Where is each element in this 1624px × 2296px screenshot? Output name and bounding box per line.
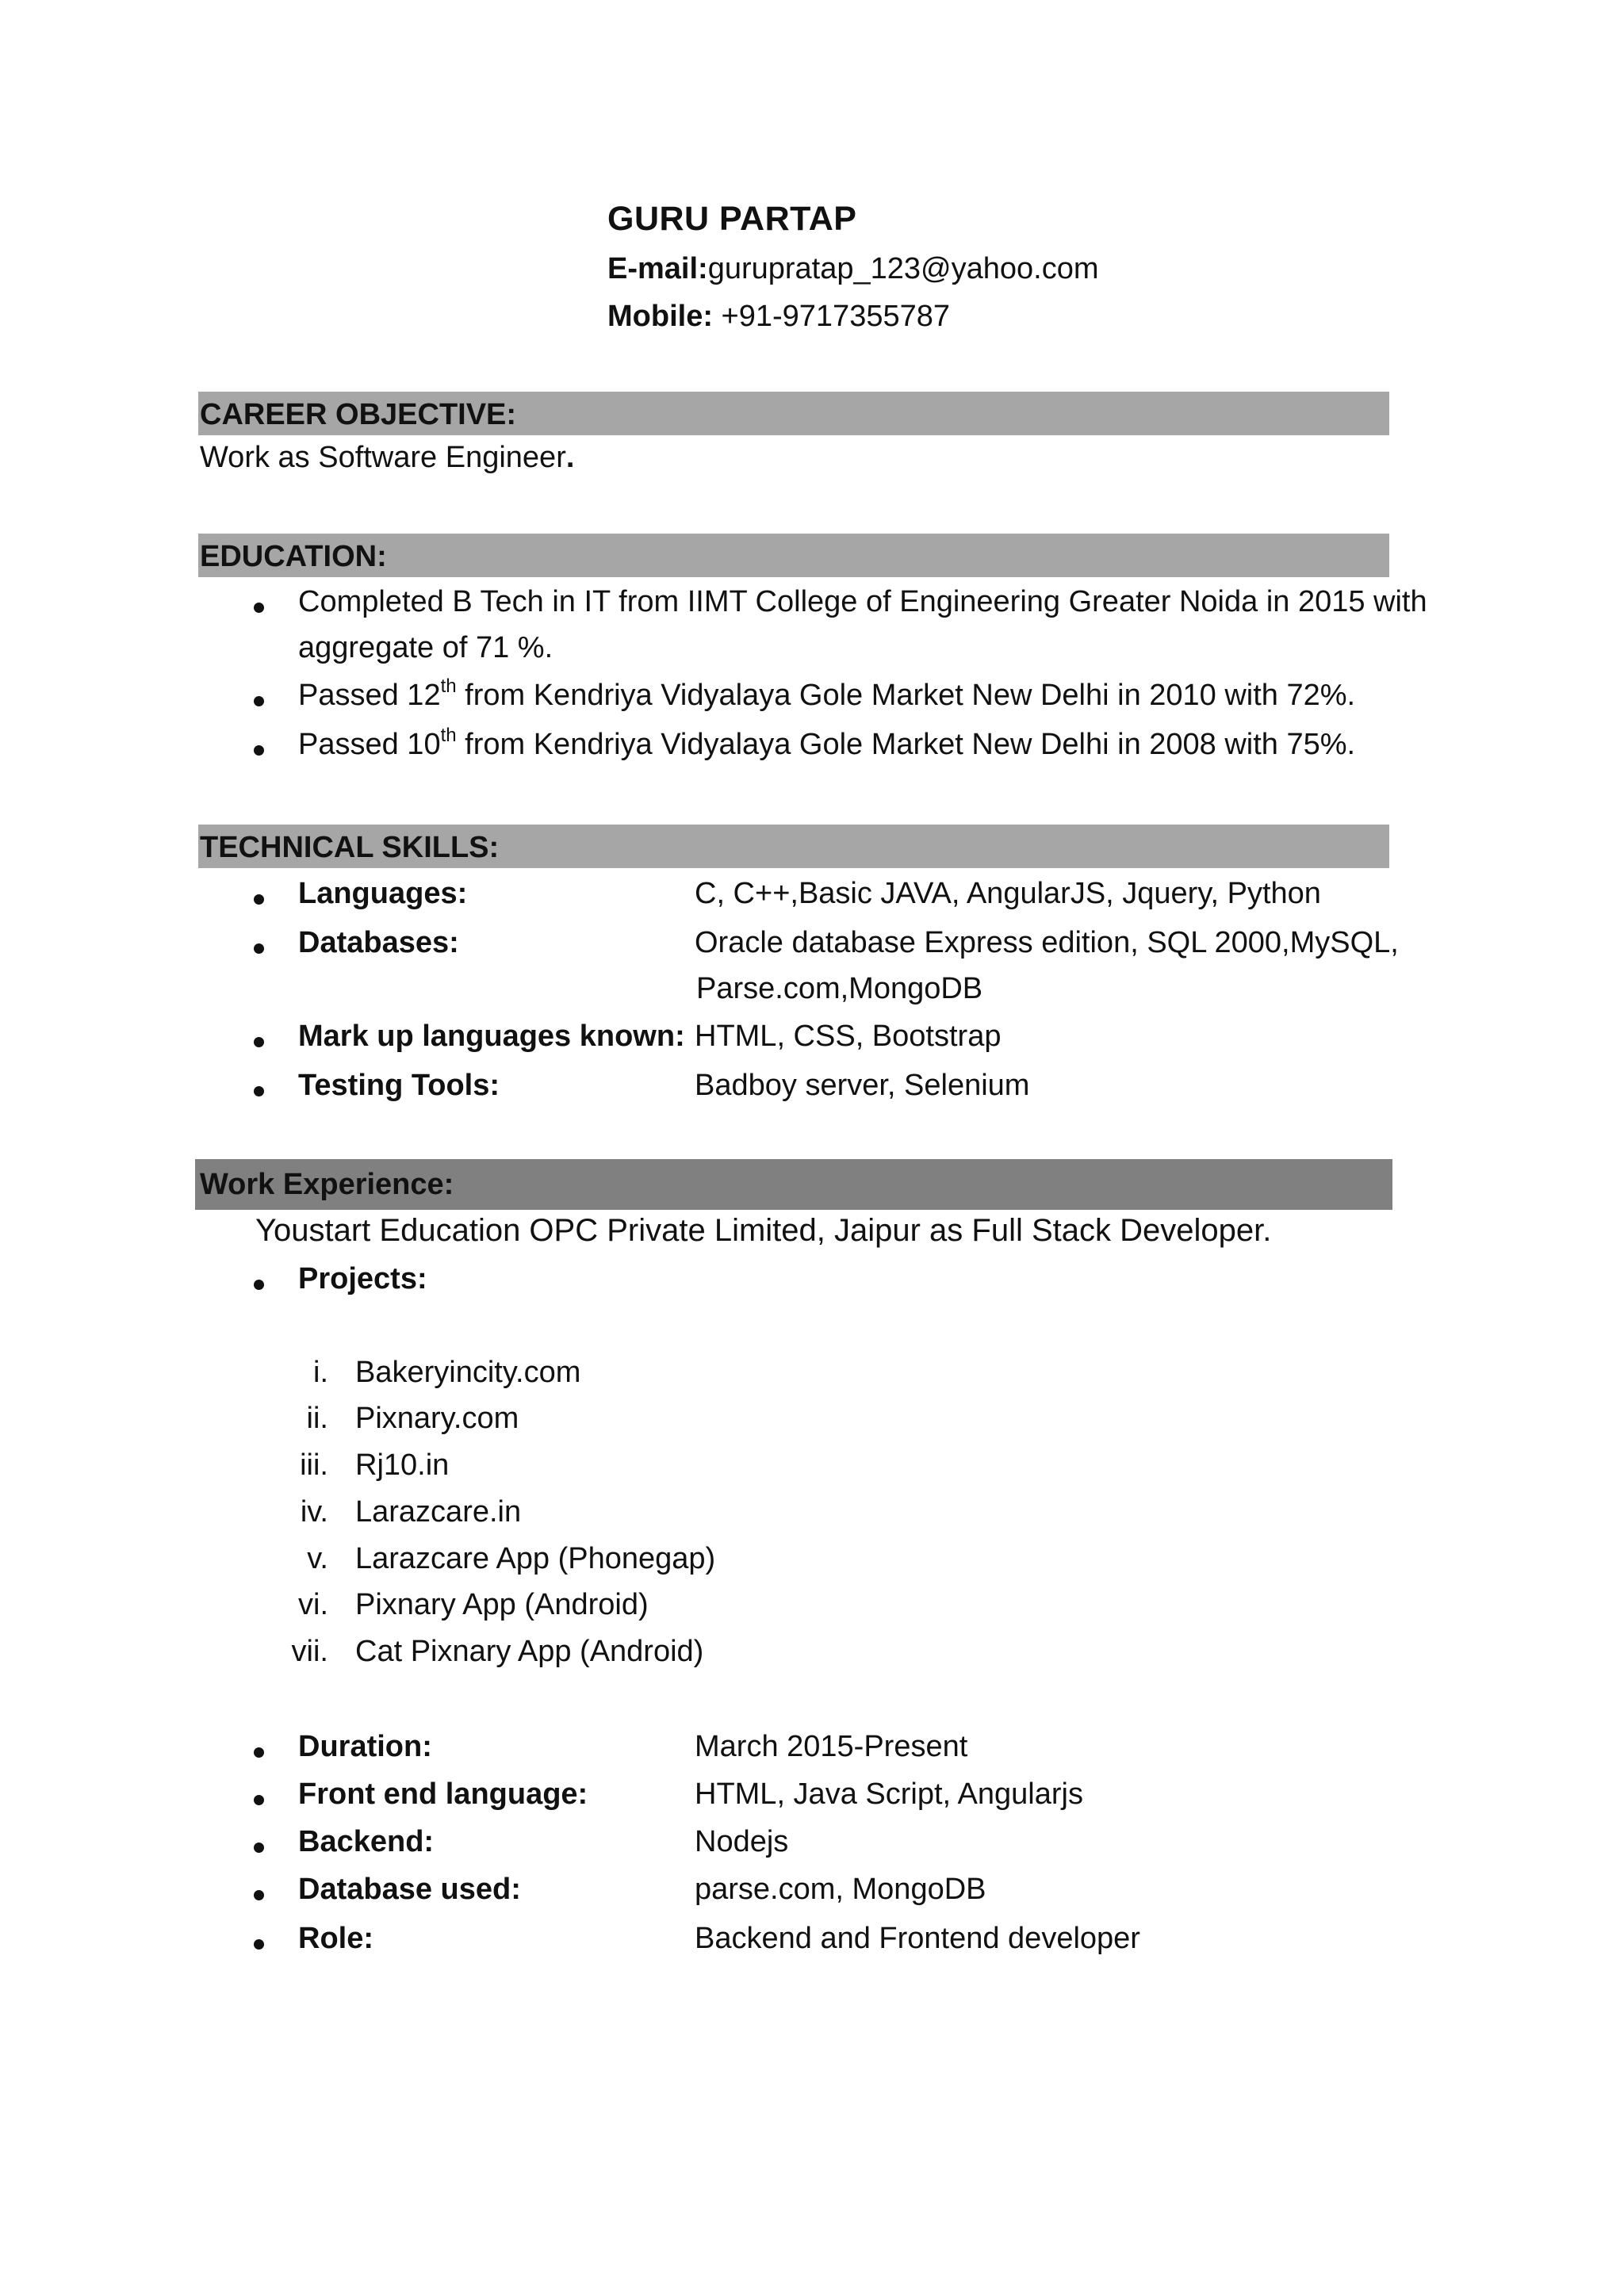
- education-item-12th: [298, 675, 1356, 713]
- project-number: ii.: [306, 1402, 328, 1435]
- skill-databases-value-line1: Oracle database Express edition, SQL 2000,MySQL,: [695, 926, 1399, 959]
- frontend-label: Front end language:: [298, 1777, 588, 1811]
- bullet-icon: [254, 894, 264, 905]
- education-10th-post: from Kendriya Vidyalaya Gole Market New Delhi in 2008 with 75%.: [456, 728, 1356, 761]
- bullet-icon: [254, 1843, 264, 1853]
- skill-markup-label: Mark up languages known:: [298, 1020, 685, 1053]
- project-number: i.: [313, 1356, 328, 1389]
- skill-testing-label: Testing Tools:: [298, 1069, 500, 1102]
- education-item-btech-line2: aggregate of 71 %.: [298, 631, 553, 664]
- project-number: vi.: [298, 1588, 328, 1621]
- education-item-10th: [298, 725, 1356, 762]
- project-number: vii.: [291, 1635, 328, 1668]
- career-objective-period: .: [565, 441, 575, 474]
- database-used-value: parse.com, MongoDB: [695, 1873, 986, 1906]
- project-number: iv.: [300, 1495, 328, 1529]
- project-name: Rj10.in: [355, 1448, 450, 1482]
- database-used-label: Database used:: [298, 1873, 521, 1906]
- bullet-icon: [254, 1086, 264, 1096]
- candidate-name: GURU PARTAP: [607, 200, 857, 238]
- bullet-icon: [254, 1280, 264, 1290]
- projects-label: Projects:: [298, 1262, 427, 1295]
- project-name: Larazcare App (Phonegap): [355, 1542, 716, 1575]
- technical-skills-heading: TECHNICAL SKILLS:: [198, 825, 1389, 868]
- skill-languages-label: Languages:: [298, 877, 468, 910]
- education-heading: EDUCATION:: [198, 534, 1389, 577]
- career-objective-heading: CAREER OBJECTIVE:: [198, 392, 1389, 435]
- mobile-label: Mobile:: [607, 300, 713, 333]
- career-objective-text: [200, 441, 574, 475]
- career-objective-sentence: Work as Software Engineer: [200, 441, 566, 474]
- education-item-btech-line1: Completed B Tech in IT from IIMT College of Engineering Greater Noida in 2015 with: [298, 585, 1427, 618]
- skill-databases-label: Databases:: [298, 926, 459, 959]
- role-label: Role:: [298, 1922, 373, 1955]
- mobile-value: +91-9717355787: [712, 300, 950, 333]
- bullet-icon: [254, 745, 264, 756]
- bullet-icon: [254, 1795, 264, 1805]
- bullet-icon: [254, 1890, 264, 1900]
- bullet-icon: [254, 1939, 264, 1950]
- duration-label: Duration:: [298, 1730, 432, 1763]
- project-name: Bakeryincity.com: [355, 1356, 581, 1389]
- project-name: Larazcare.in: [355, 1495, 522, 1529]
- bullet-icon: [254, 1747, 264, 1758]
- project-number: v.: [307, 1542, 328, 1575]
- backend-label: Backend:: [298, 1825, 435, 1858]
- bullet-icon: [254, 1037, 264, 1047]
- project-number: iii.: [300, 1448, 328, 1482]
- education-10th-pre: Passed 10: [298, 728, 441, 761]
- role-value: Backend and Frontend developer: [695, 1922, 1140, 1955]
- bullet-icon: [254, 943, 264, 954]
- work-experience-heading: Work Experience:: [195, 1159, 1392, 1210]
- project-name: Cat Pixnary App (Android): [355, 1635, 704, 1668]
- project-name: Pixnary App (Android): [355, 1588, 649, 1621]
- education-12th-sup: th: [440, 675, 457, 697]
- email-line: [607, 252, 1099, 286]
- education-12th-pre: Passed 12: [298, 679, 441, 712]
- frontend-value: HTML, Java Script, Angularjs: [695, 1777, 1083, 1811]
- skill-markup-value: HTML, CSS, Bootstrap: [695, 1020, 1002, 1053]
- bullet-icon: [254, 603, 264, 613]
- duration-value: March 2015-Present: [695, 1730, 968, 1763]
- education-12th-post: from Kendriya Vidyalaya Gole Market New Delhi in 2010 with 72%.: [456, 679, 1356, 712]
- skill-languages-value: C, C++,Basic JAVA, AngularJS, Jquery, Python: [695, 877, 1321, 910]
- skill-testing-value: Badboy server, Selenium: [695, 1069, 1030, 1102]
- backend-value: Nodejs: [695, 1825, 789, 1858]
- education-10th-sup: th: [440, 725, 457, 746]
- email-label: E-mail:: [607, 252, 708, 285]
- work-company: Youstart Education OPC Private Limited, Jaipur as Full Stack Developer.: [255, 1213, 1272, 1248]
- email-value: gurupratap_123@yahoo.com: [707, 252, 1099, 285]
- mobile-line: [607, 300, 950, 334]
- skill-databases-value-line2: Parse.com,MongoDB: [696, 972, 983, 1005]
- bullet-icon: [254, 696, 264, 706]
- project-name: Pixnary.com: [355, 1402, 519, 1435]
